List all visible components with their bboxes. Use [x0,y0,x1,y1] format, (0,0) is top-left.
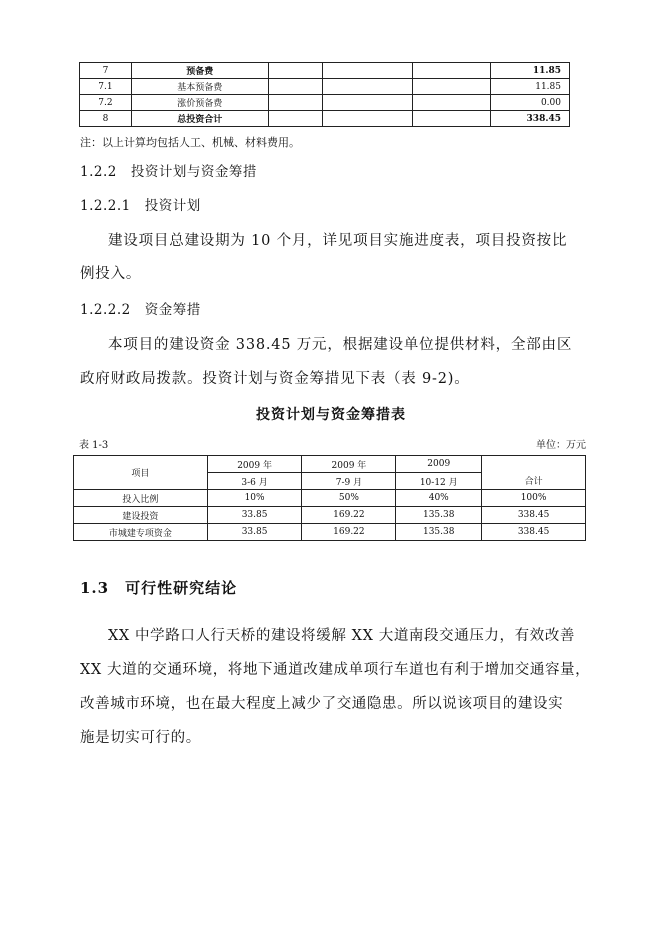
investment-plan-table [73,455,586,541]
heading-1-2-2: 1.2.2 投资计划与资金筹措 [80,164,257,180]
row-no: 7 [80,63,132,79]
cell: 40% [396,490,482,507]
row-no: 7.1 [80,79,132,95]
cost-summary-table [79,62,570,127]
paragraph-3-line-1: XX 中学路口人行天桥的建设将缓解 XX 大道南段交通压力，有效改善 [108,628,576,644]
table-row [80,95,570,111]
cell: 100% [482,490,586,507]
table-note: 注：以上计算均包括人工、机械、材料费用。 [80,136,300,149]
table-unit: 单位：万元 [536,440,586,451]
paragraph-3-line-3: 改善城市环境，也在最大程度上减少了交通隐患。所以说该项目的建设实 [80,696,564,712]
row-value: 0.00 [491,95,570,111]
row-no: 8 [80,111,132,127]
paragraph-2-line-1: 本项目的建设资金 338.45 万元，根据建设单位提供材料，全部由区 [108,337,573,353]
paragraph-1-line-1: 建设项目总建设期为 10 个月，详见项目实施进度表，项目投资按比 [108,233,568,249]
cell: 135.38 [396,507,482,524]
row-item: 涨价预备费 [131,95,268,111]
paragraph-2-line-2: 政府财政局拨款。投资计划与资金筹措见下表（表 9-2)。 [80,371,470,387]
header-year: 2009 年 [302,456,396,473]
header-period: 3-6 月 [207,473,302,490]
heading-1-2-2-1: 1.2.2.1 投资计划 [80,198,201,214]
paragraph-3-line-4: 施是切实可行的。 [80,730,201,746]
cell: 33.85 [207,524,302,541]
header-period: 7-9 月 [302,473,396,490]
table-row [80,63,570,79]
cell: 169.22 [302,507,396,524]
row-no: 7.2 [80,95,132,111]
header-year: 2009 年 [207,456,302,473]
header-total: 合计 [482,456,586,490]
table-row [80,111,570,127]
row-label: 市城建专项资金 [74,524,208,541]
row-item: 预备费 [131,63,268,79]
cell: 50% [302,490,396,507]
heading-1-2-2-2: 1.2.2.2 资金筹措 [80,302,201,318]
table-title: 投资计划与资金筹措表 [256,407,406,423]
row-label: 建设投资 [74,507,208,524]
table-header-row [74,456,586,473]
table-row [74,490,586,507]
row-label: 投入比例 [74,490,208,507]
header-year: 2009 [396,456,482,473]
table-row [74,507,586,524]
table-row [80,79,570,95]
row-value: 11.85 [491,63,570,79]
paragraph-3-line-2: XX 大道的交通环境，将地下通道改建成单项行车道也有利于增加交通容量， [80,662,591,678]
cell: 169.22 [302,524,396,541]
row-value: 338.45 [491,111,570,127]
cell: 135.38 [396,524,482,541]
table-row [74,524,586,541]
cell: 10% [207,490,302,507]
cell: 338.45 [482,507,586,524]
table-number: 表 1-3 [79,440,109,451]
row-value: 11.85 [491,79,570,95]
cell: 33.85 [207,507,302,524]
header-period: 10-12 月 [396,473,482,490]
heading-1-3: 1.3 可行性研究结论 [80,579,238,597]
cell: 338.45 [482,524,586,541]
row-item: 基本预备费 [131,79,268,95]
header-item: 项目 [74,456,208,490]
row-item: 总投资合计 [131,111,268,127]
paragraph-1-line-2: 例投入。 [80,266,142,282]
